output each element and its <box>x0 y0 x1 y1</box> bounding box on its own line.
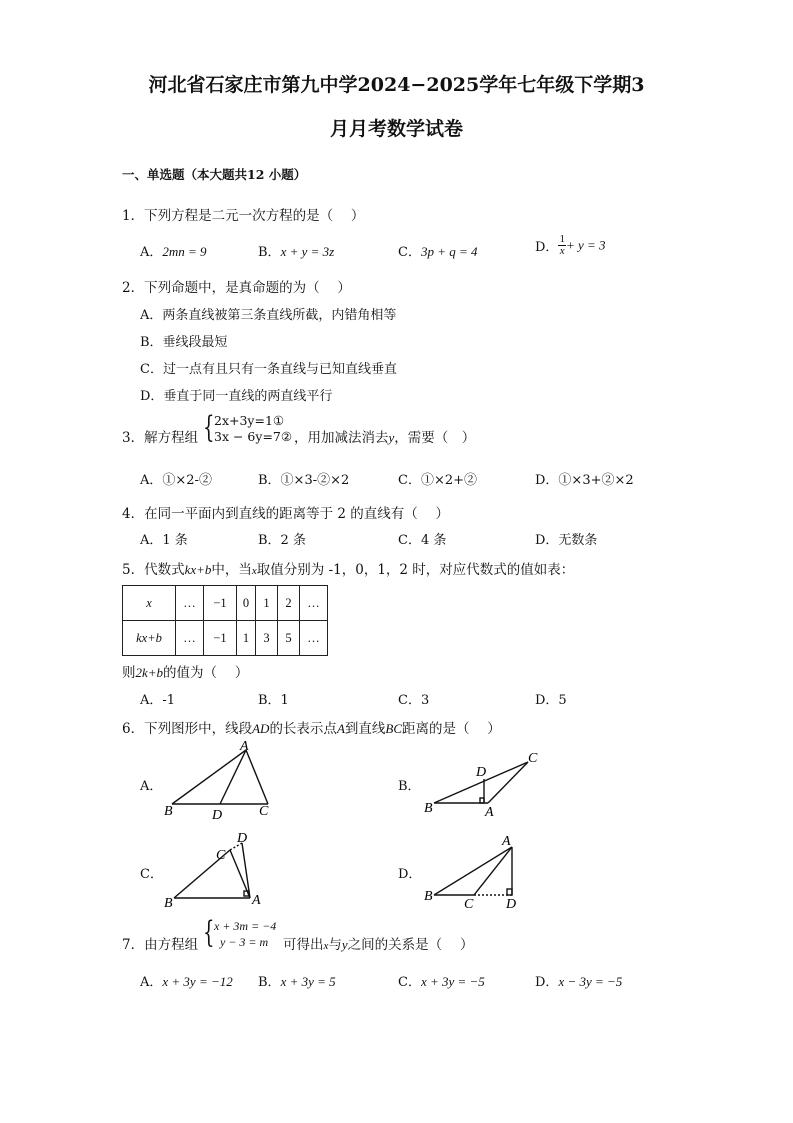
q2-option-b: B．垂线段最短 <box>140 335 228 350</box>
q4-option-a: A．1 条 <box>140 533 188 548</box>
q2-option-d: D．垂直于同一直线的两直线平行 <box>140 389 333 404</box>
table-cell: … <box>176 586 204 621</box>
q6-option-d-label: D． <box>398 867 422 882</box>
svg-text:D: D <box>237 831 248 846</box>
q1-option-b: B．x + y = 3z <box>258 244 335 260</box>
q5-stem: 5．代数式kx+b中，当x取值分别为 -1，0，1，2 时，对应代数式的值如表： <box>122 562 575 578</box>
q4-option-c: C．4 条 <box>398 533 447 548</box>
table-cell: kx+b <box>123 621 176 656</box>
q7-brace: { <box>203 915 215 950</box>
svg-text:A: A <box>485 805 494 818</box>
q2-option-a: A．两条直线被第三条直线所截，内错角相等 <box>140 308 397 323</box>
svg-text:B: B <box>424 889 433 904</box>
q7-stem-pre: 7．由方程组 <box>122 937 199 953</box>
table-row <box>123 621 328 656</box>
table-row <box>123 586 328 621</box>
q3-option-c: C．①×2+② <box>398 473 478 488</box>
q6-option-a-label: A． <box>140 779 163 794</box>
svg-text:D: D <box>212 808 223 822</box>
svg-text:D: D <box>476 765 487 780</box>
q5-option-b: B．1 <box>258 693 289 708</box>
q3-eq1: 2x+3y=1① <box>214 413 285 428</box>
table-cell: 2 <box>278 586 300 621</box>
table-cell: … <box>300 621 328 656</box>
q3-system <box>214 413 292 445</box>
table-cell: 1 <box>237 621 256 656</box>
svg-text:A: A <box>240 739 249 754</box>
q1-option-a: A．2mn = 9 <box>140 244 207 260</box>
section-heading: 一、单选题（本大题共12 小题） <box>122 167 307 182</box>
q4-option-d: D．无数条 <box>535 533 598 548</box>
svg-text:B: B <box>424 801 433 816</box>
doc-title-line1: 河北省石家庄市第九中学2024−2025学年七年级下学期3 <box>148 74 645 96</box>
q4-option-b: B．2 条 <box>258 533 306 548</box>
q7-eq2: y − 3 = m <box>220 935 269 949</box>
q7-system <box>214 918 276 950</box>
table-cell: −1 <box>204 586 237 621</box>
svg-text:B: B <box>164 896 173 911</box>
q6-figure-a <box>160 738 280 822</box>
q2-stem: 2．下列命题中，是真命题的为（ ） <box>122 280 351 296</box>
doc-title-line2: 月月考数学试卷 <box>329 118 463 140</box>
table-cell: −1 <box>204 621 237 656</box>
q6-option-c-label: C． <box>140 867 163 882</box>
q5-followup: 则2k+b的值为（ ） <box>122 665 249 681</box>
q7-option-a: A．x + 3y = −12 <box>140 974 233 990</box>
svg-text:C: C <box>216 848 226 863</box>
q7-stem-post: 可得出x与y之间的关系是（ ） <box>283 937 474 953</box>
table-cell: 0 <box>237 586 256 621</box>
table-cell: 5 <box>278 621 300 656</box>
q7-option-c: C．x + 3y = −5 <box>398 974 485 990</box>
q3-stem-pre: 3．解方程组 <box>122 430 199 446</box>
q6-figure-c <box>160 828 270 912</box>
q7-option-d: D．x − 3y = −5 <box>535 974 623 990</box>
q3-brace: { <box>203 410 215 445</box>
q3-option-a: A．①×2-② <box>140 473 212 488</box>
q6-stem: 6．下列图形中，线段AD的长表示点A到直线BC距离的是（ ） <box>122 721 501 737</box>
table-cell: x <box>123 586 176 621</box>
svg-text:B: B <box>164 804 173 819</box>
q3-eq2: 3x − 6y=7② <box>214 429 293 444</box>
q5-value-table <box>122 585 328 656</box>
svg-text:C: C <box>528 751 538 766</box>
q6-figure-b <box>418 746 548 818</box>
q1-stem: 1．下列方程是二元一次方程的是（ ） <box>122 208 365 224</box>
q5-option-c: C．3 <box>398 693 430 708</box>
q7-eq1: x + 3m = −4 <box>214 919 277 933</box>
q1-option-c: C．3p + q = 4 <box>398 244 478 260</box>
q2-option-c: C．过一点有且只有一条直线与已知直线垂直 <box>140 362 397 377</box>
svg-text:C: C <box>259 804 269 819</box>
q5-option-d: D．5 <box>535 693 567 708</box>
q1-option-d: D． $\frac{1}{x}$ + y = 3 <box>535 233 606 257</box>
table-cell: 1 <box>256 586 278 621</box>
svg-text:C: C <box>464 897 474 912</box>
table-cell: 3 <box>256 621 278 656</box>
q3-option-b: B．①×3-②×2 <box>258 473 350 488</box>
q5-option-a: A．-1 <box>140 693 176 708</box>
q3-stem-post: ，用加减法消去y，需要（ ） <box>294 430 476 446</box>
svg-text:D: D <box>506 897 517 912</box>
svg-text:A: A <box>502 834 511 849</box>
q7-option-b: B．x + 3y = 5 <box>258 974 336 990</box>
q6-figure-d <box>418 830 528 912</box>
q3-option-d: D．①×3+②×2 <box>535 473 634 488</box>
table-cell: … <box>176 621 204 656</box>
q6-option-b-label: B． <box>398 779 421 794</box>
q4-stem: 4．在同一平面内到直线的距离等于 2 的直线有（ ） <box>122 506 450 522</box>
svg-text:A: A <box>252 893 261 908</box>
table-cell: … <box>300 586 328 621</box>
